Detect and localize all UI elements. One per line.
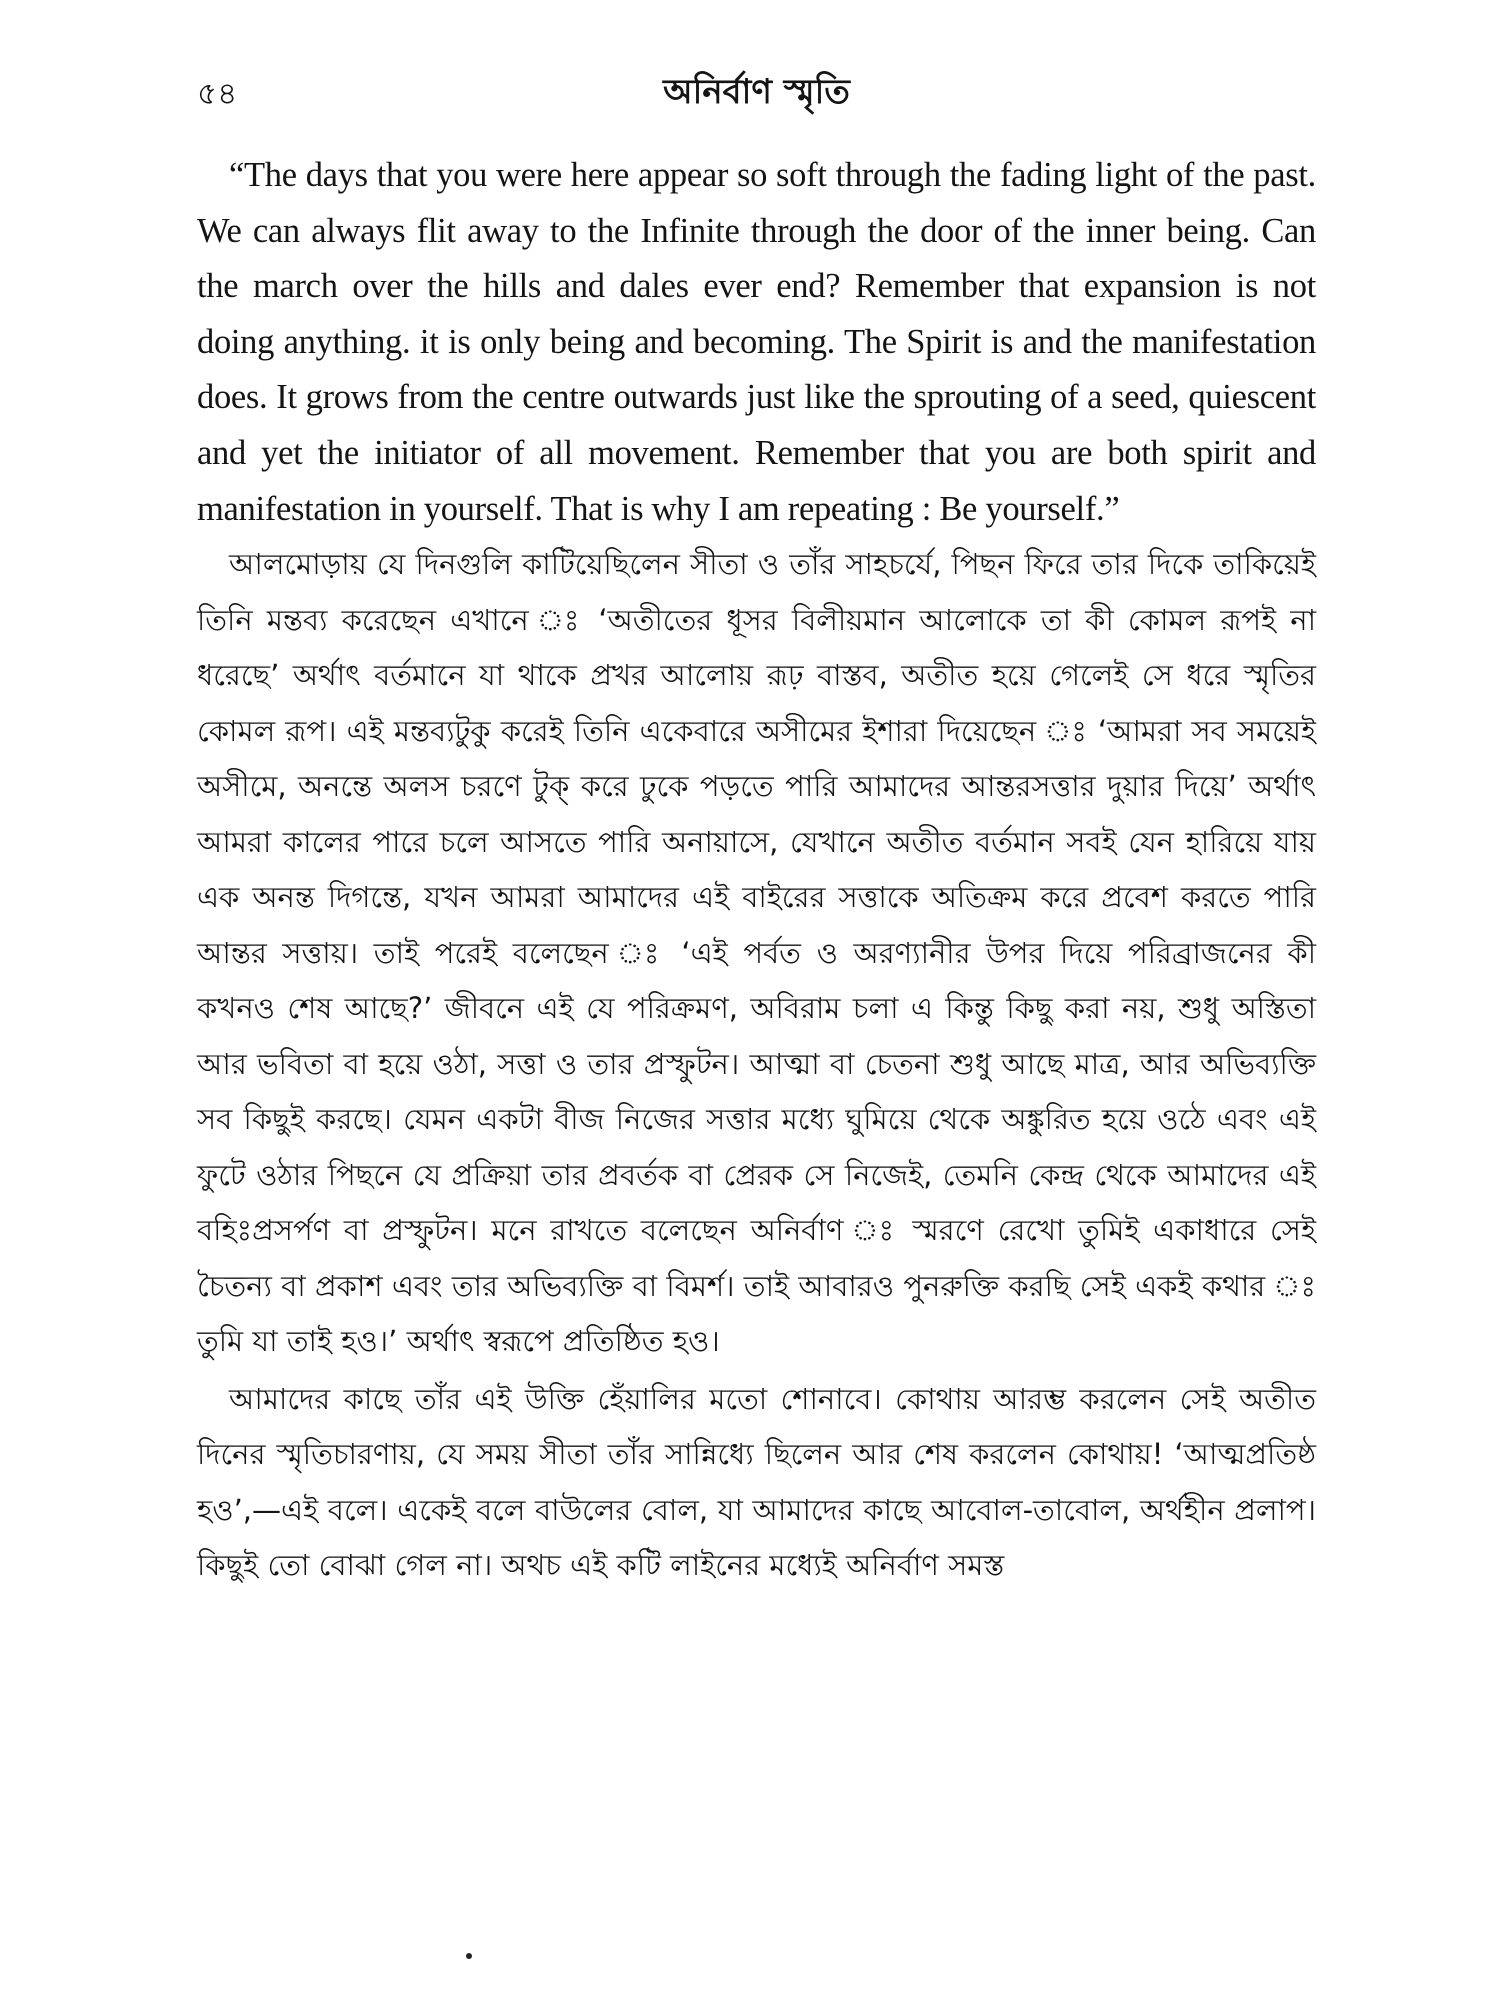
print-speck xyxy=(466,1953,472,1959)
bengali-paragraph: আলমোড়ায় যে দিনগুলি কাটিয়েছিলেন সীতা ও তাঁর সাহচর্যে, পিছন ফিরে তার দিকে তাকিয়েই তিনি মন্তব্য করেছেন এখানে ঃ ‘অতীতের ধূসর বিলীয়মান আলোকে তা কী কোমল রূপই না ধরেছে’ অর্থাৎ বর্তমানে যা থাকে প্রখর আলোয় রূঢ় বাস্তব, অতীত হয়ে গেলেই সে ধরে স্মৃতির কোমল রূপ। এই মন্তব্যটুকু করেই তিনি একেবারে অসীমের ইশারা দিয়েছেন ঃ ‘আমরা সব সময়েই অসীমে, অনন্তে অলস চরণে টুক্ করে ঢুকে পড়তে পারি আমাদের আন্তরসত্তার দুয়ার দিয়ে’ অর্থাৎ আমরা কালের পারে চলে আসতে পারি অনায়াসে, যেখানে অতীত বর্তমান সবই যেন হারিয়ে যায় এক অনন্ত দিগন্তে, যখন আমরা আমাদের এই বাইরের সত্তাকে অতিক্রম করে প্রবেশ করতে পারি আন্তর সত্তায়। তাই পরেই বলেছেন ঃ ‘এই পর্বত ও অরণ্যানীর উপর দিয়ে পরিব্রাজনের কী কখনও শেষ আছে?’ জীবনে এই যে পরিক্রমণ, অবিরাম চলা এ কিন্তু কিছু করা নয়, শুধু অস্তিতা আর ভবিতা বা হয়ে ওঠা, সত্তা ও তার প্রস্ফুটন। আত্মা বা চেতনা শুধু আছে মাত্র, আর অভিব্যক্তি সব কিছুই করছে। যেমন একটা বীজ নিজের সত্তার মধ্যে ঘুমিয়ে থেকে অঙ্কুরিত হয়ে ওঠে এবং এই ফুটে ওঠার পিছনে যে প্রক্রিয়া তার প্রবর্তক বা প্রেরক সে নিজেই, তেমনি কেন্দ্র থেকে আমাদের এই বহিঃপ্রসর্পণ বা প্রস্ফুটন। মনে রাখতে বলেছেন অনির্বাণ ঃ স্মরণে রেখো তুমিই একাধারে সেই চৈতন্য বা প্রকাশ এবং তার অভিব্যক্তি বা বিমর্শ। তাই আবারও পুনরুক্তি করছি সেই একই কথার ঃ তুমি যা তাই হও।’ অর্থাৎ স্বরূপে প্রতিষ্ঠিত হও। xyxy=(197,547,1316,1359)
english-quote-paragraph: “The days that you were here appear so soft through the fading light of the past. We can always flit away to the Infinite through the door of the inner being. Can the march over the hills and dales ever end? Remember that expansion is not doing anything. it is only being and becoming. The Spirit is and the manifestation does. It grows from the centre outwards just like the sprouting of a seed, quiescent and yet the initiator of all movement. Remember that you are both spirit and manifestation in yourself. That is why I am repeating : Be yourself.” xyxy=(197,156,1316,528)
bengali-paragraph: আমাদের কাছে তাঁর এই উক্তি হেঁয়ালির মতো শোনাবে। কোথায় আরম্ভ করলেন সেই অতীত দিনের স্মৃতিচারণায়, যে সময় সীতা তাঁর সান্নিধ্যে ছিলেন আর শেষ করলেন কোথায়! ‘আত্মপ্রতিষ্ঠ হও’,—এই বলে। একেই বলে বাউলের বোল, যা আমাদের কাছে আবোল-তাবোল, অর্থহীন প্রলাপ। কিছুই তো বোঝা গেল না। অথচ এই কটি লাইনের মধ্যেই অনির্বাণ সমস্ত xyxy=(197,1381,1316,1583)
page-header xyxy=(197,60,1316,116)
page-number: ৫৪ xyxy=(197,76,238,112)
running-title: অনির্বাণ স্মৃতি xyxy=(663,72,850,112)
body-text xyxy=(197,148,1316,1594)
